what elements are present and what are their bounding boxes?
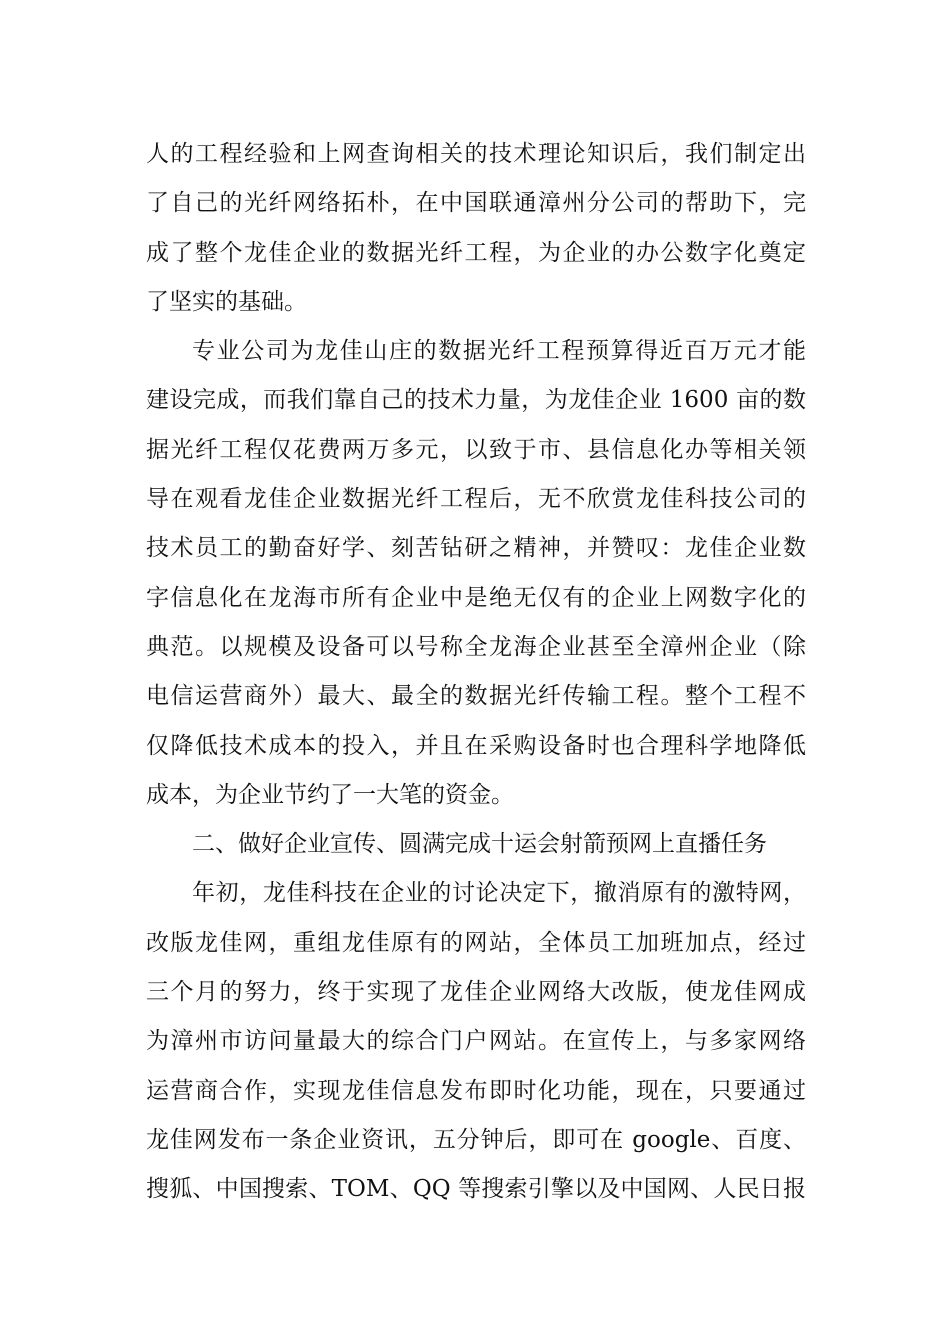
text-line: 了自己的光纤网络拓朴，在中国联通漳州分公司的帮助下，完 [146,190,806,217]
text-line: 搜狐、中国搜索、TOM、QQ 等搜索引擎以及中国网、人民日报 [146,1176,806,1203]
text-line: 导在观看龙佳企业数据光纤工程后，无不欣赏龙佳科技公司的 [146,486,806,513]
text-line: 据光纤工程仅花费两万多元，以致于市、县信息化办等相关领 [146,436,806,463]
text-line: 建设完成，而我们靠自己的技术力量，为龙佳企业 1600 亩的数 [146,387,806,414]
text-line: 字信息化在龙海市所有企业中是绝无仅有的企业上网数字化的 [146,584,806,611]
text-line: 了坚实的基础。 [146,288,307,315]
text-line: 人的工程经验和上网查询相关的技术理论知识后，我们制定出 [146,141,806,167]
text-line: 龙佳网发布一条企业资讯，五分钟后，即可在 google、百度、 [146,1126,806,1153]
text-line: 技术员工的勤奋好学、刻苦钻研之精神，并赞叹：龙佳企业数 [146,535,806,562]
text-line: 仅降低技术成本的投入，并且在采购设备时也合理科学地降低 [146,732,806,759]
text-line: 成了整个龙佳企业的数据光纤工程，为企业的办公数字化奠定 [146,239,806,266]
text-line: 电信运营商外）最大、最全的数据光纤传输工程。整个工程不 [146,683,806,710]
body-text [146,130,806,1215]
text-line: 三个月的努力，终于实现了龙佳企业网络大改版，使龙佳网成 [146,979,806,1006]
text-line: 运营商合作，实现龙佳信息发布即时化功能，现在，只要通过 [146,1077,806,1104]
text-line: 专业公司为龙佳山庄的数据光纤工程预算得近百万元才能 [192,338,806,365]
text-line: 为漳州市访问量最大的综合门户网站。在宣传上，与多家网络 [146,1028,806,1055]
text-line: 成本，为企业节约了一大笔的资金。 [146,781,514,808]
text-line: 典范。以规模及设备可以号称全龙海企业甚至全漳州企业（除 [146,633,806,660]
section-heading: 二、做好企业宣传、圆满完成十运会射箭预网上直播任务 [192,831,767,858]
text-line: 年初，龙佳科技在企业的讨论决定下，撤消原有的激特网， [192,880,806,907]
text-line: 改版龙佳网，重组龙佳原有的网站，全体员工加班加点，经过 [146,929,806,956]
